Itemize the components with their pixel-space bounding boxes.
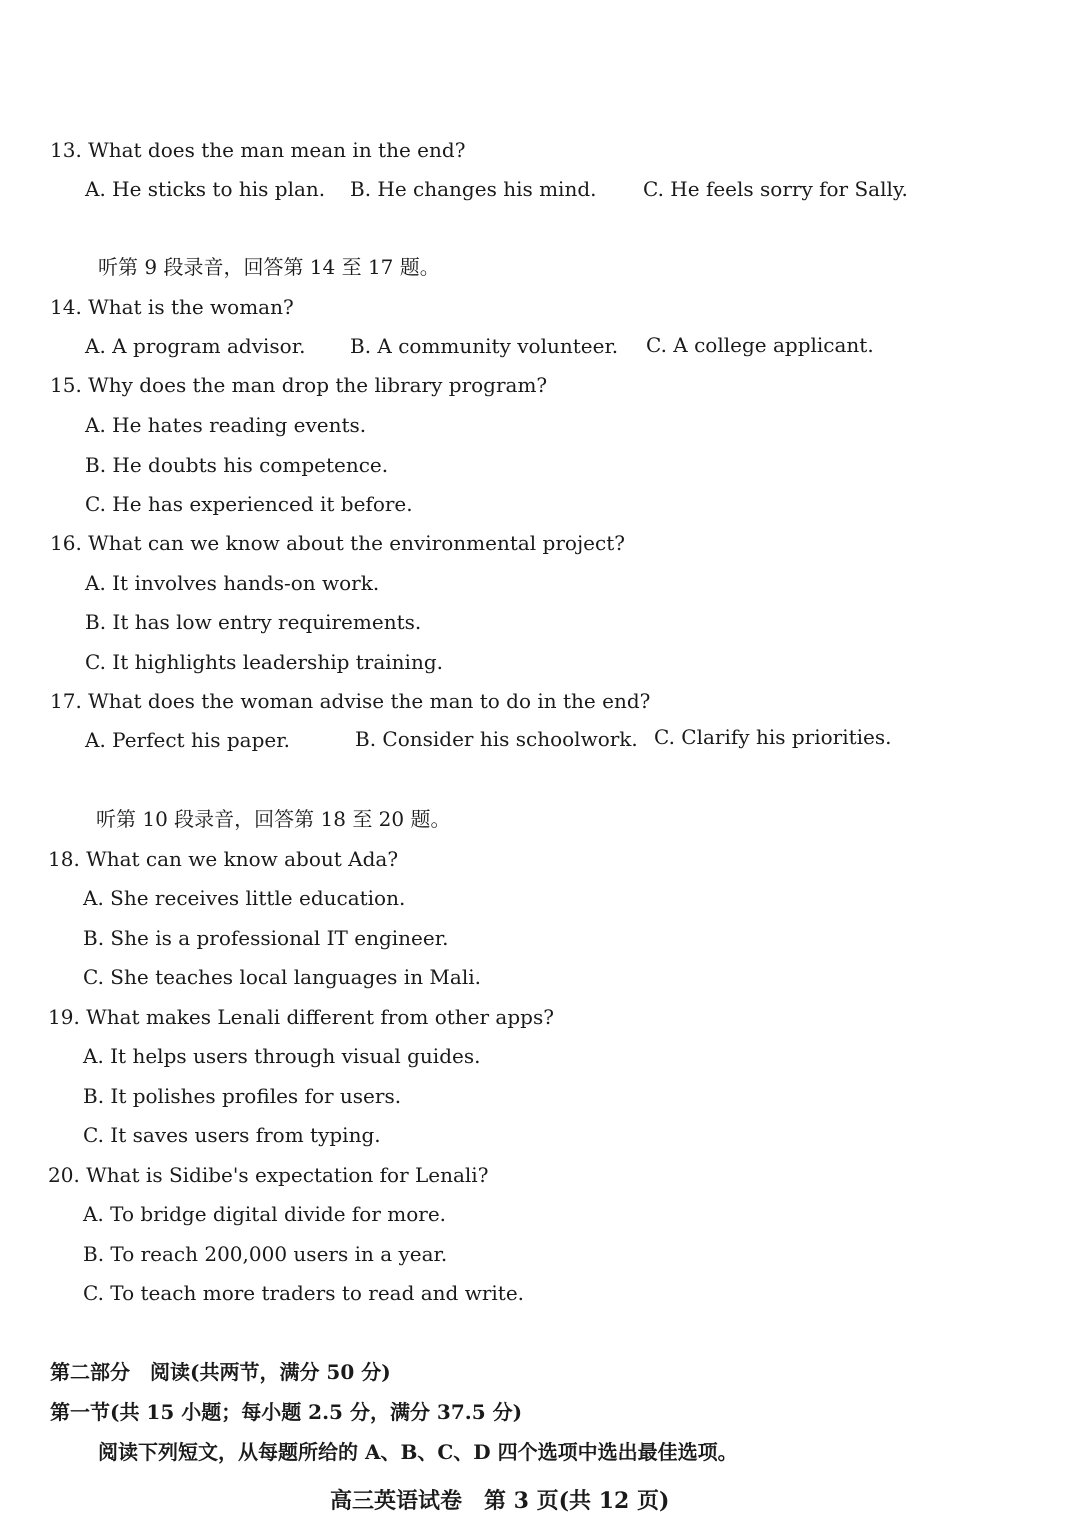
q17-stem: 17. What does the woman advise the man to do in the end? xyxy=(50,689,651,713)
section-1-title: 第一节(共 15 小题；每小题 2.5 分，满分 37.5 分) xyxy=(50,1400,523,1424)
q14-option-a: A. A program advisor. xyxy=(85,334,306,358)
q15-stem: 15. Why does the man drop the library program? xyxy=(50,373,548,397)
section-instruction-10: 听第 10 段录音，回答第 18 至 20 题。 xyxy=(96,807,451,831)
q18-option-b: B. She is a professional IT engineer. xyxy=(83,926,449,950)
q13-option-b: B. He changes his mind. xyxy=(350,177,597,201)
q20-stem: 20. What is Sidibe's expectation for Lenali? xyxy=(48,1163,489,1187)
q15-option-c: C. He has experienced it before. xyxy=(85,492,413,516)
q20-option-a: A. To bridge digital divide for more. xyxy=(83,1202,447,1226)
q13-option-c: C. He feels sorry for Sally. xyxy=(643,177,908,201)
q13-stem: 13. What does the man mean in the end? xyxy=(50,138,466,162)
q16-stem: 16. What can we know about the environmental project? xyxy=(50,531,625,555)
section-instruction-9: 听第 9 段录音，回答第 14 至 17 题。 xyxy=(98,255,440,279)
q14-option-b: B. A community volunteer. xyxy=(350,334,619,358)
q13-option-a: A. He sticks to his plan. xyxy=(85,177,326,201)
q16-option-c: C. It highlights leadership training. xyxy=(85,650,443,674)
q16-option-b: B. It has low entry requirements. xyxy=(85,610,422,634)
q16-option-a: A. It involves hands-on work. xyxy=(85,571,380,595)
page-footer: 高三英语试卷 第 3 页(共 12 页) xyxy=(330,1488,670,1514)
q15-option-b: B. He doubts his competence. xyxy=(85,453,389,477)
q15-option-a: A. He hates reading events. xyxy=(85,413,367,437)
q19-option-c: C. It saves users from typing. xyxy=(83,1123,381,1147)
q19-option-b: B. It polishes profiles for users. xyxy=(83,1084,402,1108)
q20-option-c: C. To teach more traders to read and write. xyxy=(83,1281,525,1305)
q19-stem: 19. What makes Lenali different from other apps? xyxy=(48,1005,554,1029)
q17-option-c: C. Clarify his priorities. xyxy=(654,725,892,749)
q20-option-b: B. To reach 200,000 users in a year. xyxy=(83,1242,448,1266)
q14-option-c: C. A college applicant. xyxy=(646,333,874,357)
q18-option-c: C. She teaches local languages in Mali. xyxy=(83,965,481,989)
part-2-title: 第二部分 阅读(共两节，满分 50 分) xyxy=(50,1360,391,1384)
q17-option-a: A. Perfect his paper. xyxy=(85,728,290,752)
q14-stem: 14. What is the woman? xyxy=(50,295,294,319)
reading-instruction: 阅读下列短文，从每题所给的 A、B、C、D 四个选项中选出最佳选项。 xyxy=(98,1440,738,1464)
q17-option-b: B. Consider his schoolwork. xyxy=(355,727,638,751)
q18-stem: 18. What can we know about Ada? xyxy=(48,847,399,871)
q18-option-a: A. She receives little education. xyxy=(83,886,406,910)
q19-option-a: A. It helps users through visual guides. xyxy=(83,1044,481,1068)
